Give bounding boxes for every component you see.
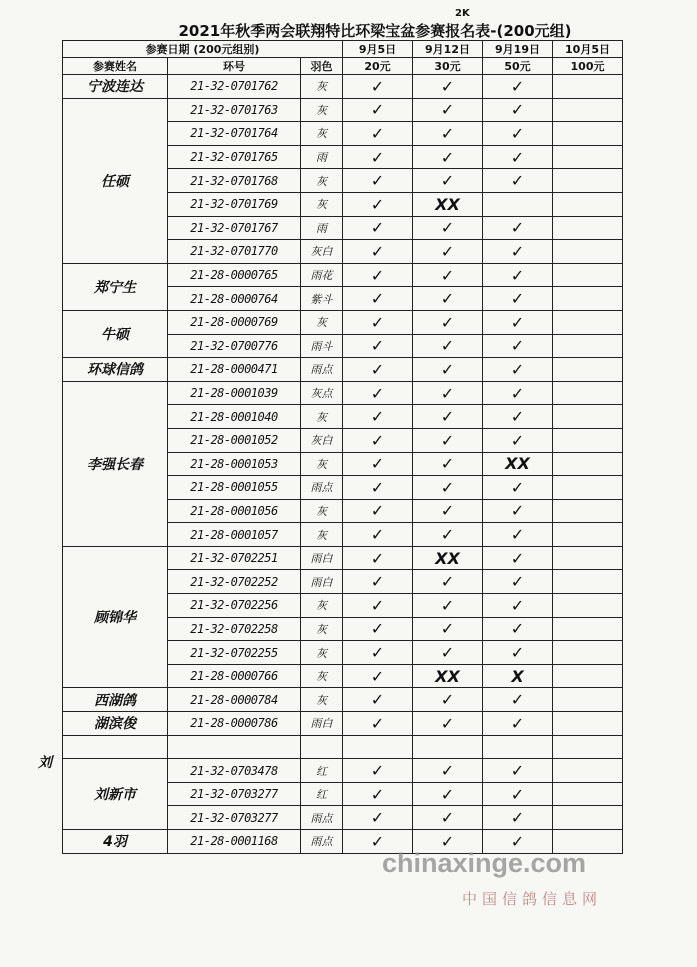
round-mark — [553, 75, 623, 99]
entrant-name: 宁波连达 — [63, 75, 168, 99]
round-mark: ✓ — [483, 617, 553, 641]
feather-color: 灰 — [301, 122, 343, 146]
watermark-cn: 中国信鸽信息网 — [462, 890, 603, 908]
feather-color: 灰白 — [301, 428, 343, 452]
ring-number: 21-32-0702252 — [168, 570, 301, 594]
ring-number: 21-28-0001040 — [168, 405, 301, 429]
round-mark: ✓ — [413, 688, 483, 712]
table-row — [63, 759, 623, 783]
ring-number: 21-28-0000764 — [168, 287, 301, 311]
round-mark: ✓ — [413, 240, 483, 264]
round-mark: ✓ — [343, 169, 413, 193]
table-row — [63, 263, 623, 287]
entrant-name: 牛硕 — [63, 310, 168, 357]
round-mark — [553, 381, 623, 405]
round-mark: ✓ — [343, 310, 413, 334]
date-label: 参赛日期 (200元组别) — [63, 41, 343, 58]
round-mark: ✓ — [343, 263, 413, 287]
round-mark — [553, 192, 623, 216]
round-mark: ✓ — [413, 145, 483, 169]
round-mark: ✓ — [413, 523, 483, 547]
round-mark — [553, 358, 623, 382]
round-mark — [553, 287, 623, 311]
round-mark: ✓ — [413, 428, 483, 452]
table-row — [63, 310, 623, 334]
round-mark: ✓ — [343, 617, 413, 641]
entrant-name: 西湖鸽 — [63, 688, 168, 712]
feather-color: 雨花 — [301, 263, 343, 287]
ring-number: 21-32-0701764 — [168, 122, 301, 146]
ring-number: 21-32-0701769 — [168, 192, 301, 216]
round-mark — [553, 310, 623, 334]
round-mark — [553, 782, 623, 806]
table-row — [63, 98, 623, 122]
round-mark: ✓ — [413, 570, 483, 594]
round-fee-1: 20元 — [343, 58, 413, 75]
round-mark: ✓ — [413, 310, 483, 334]
round-mark: ✓ — [483, 428, 553, 452]
round-mark: ✓ — [413, 98, 483, 122]
round-mark: ✓ — [483, 641, 553, 665]
round-mark: ✓ — [483, 499, 553, 523]
entrant-name: 李强长春 — [63, 381, 168, 546]
round-mark — [553, 216, 623, 240]
ring-number: 21-32-0701767 — [168, 216, 301, 240]
round-mark: ✓ — [343, 594, 413, 618]
round-mark: ✓ — [413, 712, 483, 736]
round-fee-4: 100元 — [553, 58, 623, 75]
table-row — [63, 546, 623, 570]
ring-number: 21-28-0000786 — [168, 712, 301, 736]
entrant-name: 4羽 — [63, 830, 168, 854]
entrant-name: 刘新市 — [63, 759, 168, 830]
ring-number: 21-32-0702255 — [168, 641, 301, 665]
table-row — [63, 358, 623, 382]
round-mark: ✓ — [343, 641, 413, 665]
feather-color: 灰 — [301, 664, 343, 688]
table-row — [63, 75, 623, 99]
side-note: 刘 — [38, 755, 52, 771]
ring-number: 21-32-0701765 — [168, 145, 301, 169]
round-mark — [553, 688, 623, 712]
round-mark — [483, 735, 553, 759]
entrant-name: 环球信鸽 — [63, 358, 168, 382]
round-date-4: 10月5日 — [553, 41, 623, 58]
round-mark — [553, 263, 623, 287]
round-mark: ✓ — [343, 830, 413, 854]
ring-number: 21-28-0001055 — [168, 476, 301, 500]
ring-number: 21-28-0001039 — [168, 381, 301, 405]
ring-number: 21-32-0703277 — [168, 806, 301, 830]
ring-number: 21-32-0701762 — [168, 75, 301, 99]
round-mark — [553, 169, 623, 193]
round-mark: ✓ — [483, 688, 553, 712]
header-row-fields — [63, 58, 623, 75]
round-mark: ✓ — [413, 122, 483, 146]
entrant-name: 任硕 — [63, 98, 168, 263]
round-mark: ✓ — [343, 334, 413, 358]
round-mark — [553, 499, 623, 523]
round-mark: ✓ — [343, 428, 413, 452]
ring-number: 21-32-0701768 — [168, 169, 301, 193]
feather-color: 雨点 — [301, 358, 343, 382]
feather-color: 红 — [301, 782, 343, 806]
watermark-logo: chinaxinge.com — [382, 848, 587, 878]
name-label: 参赛姓名 — [63, 58, 168, 75]
round-mark: ✓ — [413, 216, 483, 240]
round-mark: ✓ — [413, 476, 483, 500]
round-mark: XX — [413, 664, 483, 688]
round-date-3: 9月19日 — [483, 41, 553, 58]
round-mark: X — [483, 664, 553, 688]
round-mark: ✓ — [413, 617, 483, 641]
round-mark: ✓ — [343, 145, 413, 169]
round-mark: ✓ — [483, 830, 553, 854]
round-mark — [553, 334, 623, 358]
round-mark: ✓ — [343, 759, 413, 783]
round-mark: ✓ — [483, 145, 553, 169]
round-mark: ✓ — [413, 287, 483, 311]
feather-color: 雨 — [301, 145, 343, 169]
round-mark: ✓ — [413, 830, 483, 854]
round-date-2: 9月12日 — [413, 41, 483, 58]
feather-color: 灰 — [301, 452, 343, 476]
feather-color: 雨白 — [301, 570, 343, 594]
round-mark: XX — [413, 192, 483, 216]
round-mark: ✓ — [343, 75, 413, 99]
feather-color: 灰 — [301, 617, 343, 641]
feather-color: 灰 — [301, 310, 343, 334]
round-mark: ✓ — [483, 169, 553, 193]
round-mark: ✓ — [483, 287, 553, 311]
round-mark — [553, 98, 623, 122]
ring-number: 21-28-0000769 — [168, 310, 301, 334]
round-mark — [553, 570, 623, 594]
ring-number: 21-32-0700776 — [168, 334, 301, 358]
round-mark: ✓ — [483, 334, 553, 358]
round-mark: XX — [413, 546, 483, 570]
table-row — [63, 712, 623, 736]
feather-color: 灰 — [301, 169, 343, 193]
feather-color: 灰白 — [301, 240, 343, 264]
feather-color: 雨点 — [301, 806, 343, 830]
ring-number: 21-32-0702258 — [168, 617, 301, 641]
round-mark: ✓ — [413, 169, 483, 193]
round-mark — [553, 641, 623, 665]
round-mark: ✓ — [413, 358, 483, 382]
round-mark: ✓ — [413, 499, 483, 523]
round-mark — [413, 735, 483, 759]
round-mark: ✓ — [343, 476, 413, 500]
table-row — [63, 735, 623, 759]
round-mark: ✓ — [483, 806, 553, 830]
round-mark: ✓ — [343, 358, 413, 382]
feather-color: 灰 — [301, 594, 343, 618]
round-date-1: 9月5日 — [343, 41, 413, 58]
round-mark: ✓ — [413, 594, 483, 618]
feather-color: 灰 — [301, 523, 343, 547]
round-mark: ✓ — [343, 192, 413, 216]
round-mark — [553, 523, 623, 547]
round-mark: ✓ — [343, 688, 413, 712]
feather-color: 灰点 — [301, 381, 343, 405]
ring-number: 21-32-0702256 — [168, 594, 301, 618]
feather-color: 雨 — [301, 216, 343, 240]
round-mark: ✓ — [483, 405, 553, 429]
feather-color — [301, 735, 343, 759]
entrant-name: 郑宁生 — [63, 263, 168, 310]
ring-number: 21-28-0000784 — [168, 688, 301, 712]
round-mark: ✓ — [483, 310, 553, 334]
ring-number: 21-28-0001057 — [168, 523, 301, 547]
registration-table — [62, 40, 623, 854]
round-fee-3: 50元 — [483, 58, 553, 75]
round-mark: ✓ — [483, 98, 553, 122]
round-mark: XX — [483, 452, 553, 476]
round-mark: ✓ — [413, 759, 483, 783]
table-row — [63, 688, 623, 712]
round-mark: ✓ — [343, 452, 413, 476]
feather-color: 灰 — [301, 192, 343, 216]
table-row — [63, 381, 623, 405]
round-mark — [553, 759, 623, 783]
round-mark: ✓ — [343, 122, 413, 146]
feather-color: 红 — [301, 759, 343, 783]
ring-number: 21-28-0001056 — [168, 499, 301, 523]
round-mark — [343, 735, 413, 759]
round-mark — [553, 428, 623, 452]
round-mark — [553, 145, 623, 169]
ring-number: 21-28-0000471 — [168, 358, 301, 382]
round-mark: ✓ — [343, 216, 413, 240]
round-mark: ✓ — [483, 75, 553, 99]
entrant-name: 顾锦华 — [63, 546, 168, 688]
round-mark: ✓ — [343, 523, 413, 547]
corner-note: 2K — [455, 8, 470, 19]
round-mark: ✓ — [483, 476, 553, 500]
round-mark: ✓ — [343, 806, 413, 830]
round-mark: ✓ — [343, 782, 413, 806]
feather-color: 雨白 — [301, 712, 343, 736]
round-mark: ✓ — [343, 240, 413, 264]
round-mark: ✓ — [483, 381, 553, 405]
round-mark: ✓ — [483, 358, 553, 382]
round-mark: ✓ — [343, 664, 413, 688]
round-mark — [553, 712, 623, 736]
ring-number: 21-32-0703277 — [168, 782, 301, 806]
round-mark: ✓ — [343, 712, 413, 736]
round-mark: ✓ — [413, 405, 483, 429]
round-mark: ✓ — [413, 334, 483, 358]
ring-label: 环号 — [168, 58, 301, 75]
feather-color: 灰 — [301, 75, 343, 99]
feather-color: 紫斗 — [301, 287, 343, 311]
color-label: 羽色 — [301, 58, 343, 75]
feather-color: 灰 — [301, 688, 343, 712]
feather-color: 灰 — [301, 98, 343, 122]
round-mark: ✓ — [483, 782, 553, 806]
round-mark — [553, 405, 623, 429]
round-mark: ✓ — [413, 806, 483, 830]
round-mark: ✓ — [483, 594, 553, 618]
round-mark — [483, 192, 553, 216]
round-mark: ✓ — [343, 499, 413, 523]
ring-number: 21-28-0001168 — [168, 830, 301, 854]
page-title: 2021年秋季两会联翔特比环梁宝盆参赛报名表-(200元组) — [178, 22, 572, 40]
entrant-name — [63, 735, 168, 759]
round-mark — [553, 664, 623, 688]
round-mark — [553, 240, 623, 264]
entrant-name: 湖滨俊 — [63, 712, 168, 736]
feather-color: 雨白 — [301, 546, 343, 570]
round-mark — [553, 476, 623, 500]
round-mark — [553, 122, 623, 146]
round-mark: ✓ — [343, 405, 413, 429]
ring-number: 21-28-0001052 — [168, 428, 301, 452]
round-mark — [553, 546, 623, 570]
feather-color: 灰 — [301, 641, 343, 665]
feather-color: 灰 — [301, 405, 343, 429]
round-mark — [553, 452, 623, 476]
round-mark: ✓ — [343, 546, 413, 570]
round-mark: ✓ — [343, 287, 413, 311]
round-mark — [553, 735, 623, 759]
ring-number: 21-32-0701763 — [168, 98, 301, 122]
round-mark: ✓ — [413, 263, 483, 287]
ring-number — [168, 735, 301, 759]
header-row-dates — [63, 41, 623, 58]
round-mark: ✓ — [483, 712, 553, 736]
round-mark: ✓ — [483, 523, 553, 547]
ring-number: 21-28-0001053 — [168, 452, 301, 476]
round-mark: ✓ — [413, 641, 483, 665]
round-mark — [553, 617, 623, 641]
round-mark: ✓ — [413, 782, 483, 806]
round-fee-2: 30元 — [413, 58, 483, 75]
round-mark: ✓ — [343, 570, 413, 594]
round-mark: ✓ — [483, 216, 553, 240]
feather-color: 雨斗 — [301, 334, 343, 358]
round-mark: ✓ — [483, 240, 553, 264]
round-mark: ✓ — [413, 381, 483, 405]
ring-number: 21-32-0701770 — [168, 240, 301, 264]
round-mark: ✓ — [413, 452, 483, 476]
ring-number: 21-32-0703478 — [168, 759, 301, 783]
round-mark: ✓ — [483, 570, 553, 594]
round-mark: ✓ — [343, 381, 413, 405]
round-mark: ✓ — [483, 546, 553, 570]
ring-number: 21-32-0702251 — [168, 546, 301, 570]
ring-number: 21-28-0000765 — [168, 263, 301, 287]
round-mark: ✓ — [483, 122, 553, 146]
round-mark — [553, 806, 623, 830]
feather-color: 灰 — [301, 499, 343, 523]
round-mark: ✓ — [483, 263, 553, 287]
round-mark: ✓ — [343, 98, 413, 122]
round-mark: ✓ — [413, 75, 483, 99]
feather-color: 雨点 — [301, 476, 343, 500]
round-mark: ✓ — [483, 759, 553, 783]
round-mark — [553, 594, 623, 618]
feather-color: 雨点 — [301, 830, 343, 854]
ring-number: 21-28-0000766 — [168, 664, 301, 688]
